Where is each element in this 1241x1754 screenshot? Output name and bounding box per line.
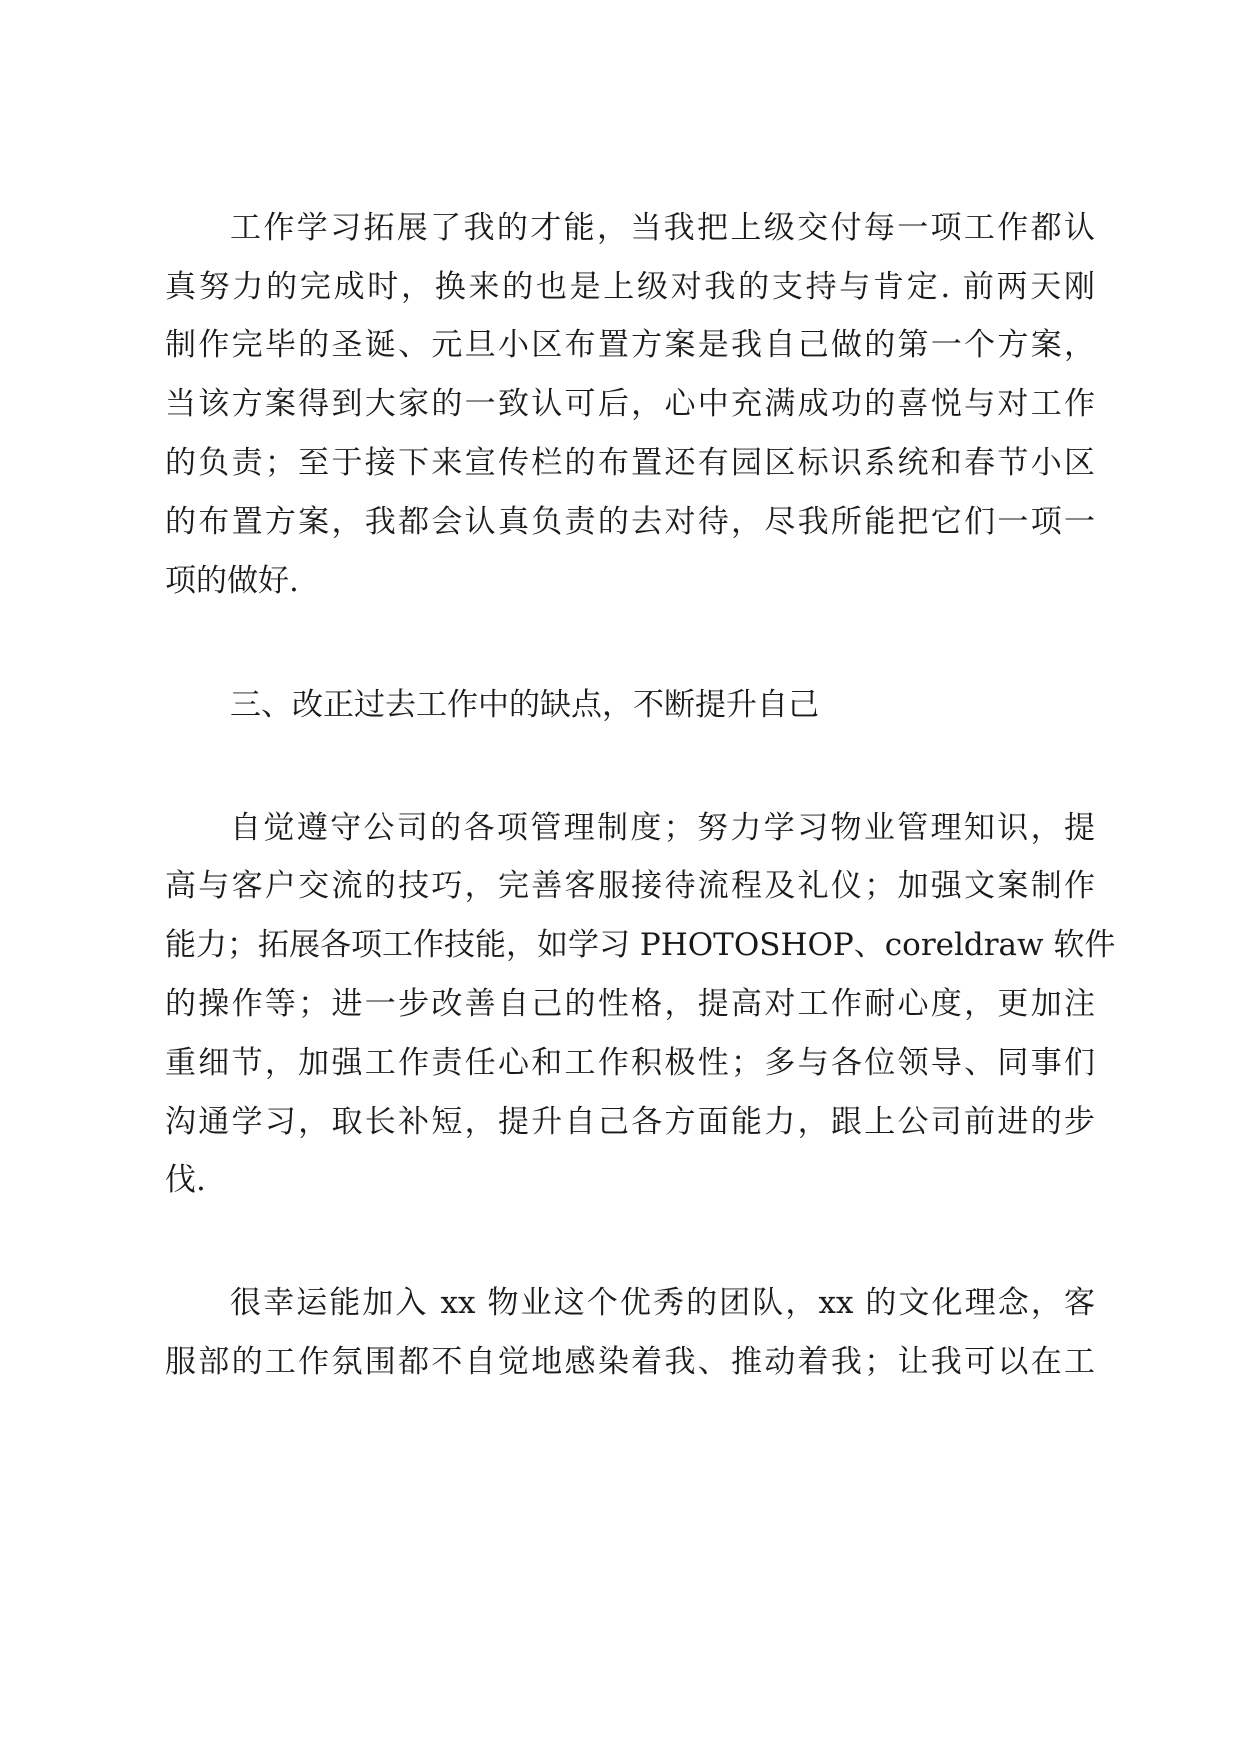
paragraph-1-line-5: 的负责；至于接下来宣传栏的布置还有园区标识系统和春节小区 [165, 445, 1095, 481]
paragraph-3-line-1: 自觉遵守公司的各项管理制度；努力学习物业管理知识，提 [230, 810, 1095, 846]
paragraph-1-line-4: 当该方案得到大家的一致认可后，心中充满成功的喜悦与对工作 [165, 386, 1095, 422]
paragraph-1-line-3: 制作完毕的圣诞、元旦小区布置方案是我自己做的第一个方案， [165, 327, 1095, 363]
section-heading: 三、改正过去工作中的缺点，不断提升自己 [230, 687, 819, 723]
paragraph-1-line-6: 的布置方案，我都会认真负责的去对待，尽我所能把它们一项一 [165, 504, 1095, 540]
paragraph-4-line-2: 服部的工作氛围都不自觉地感染着我、推动着我；让我可以在工 [165, 1344, 1095, 1380]
paragraph-1-line-7: 项的做好. [165, 563, 299, 599]
paragraph-3-line-3: 能力；拓展各项工作技能，如学习 PHOTOSHOP、coreldraw 软件 [165, 927, 1116, 963]
paragraph-3-line-6: 沟通学习，取长补短，提升自己各方面能力，跟上公司前进的步 [165, 1104, 1095, 1140]
paragraph-1-line-2: 真努力的完成时，换来的也是上级对我的支持与肯定. 前两天刚 [165, 269, 1095, 305]
paragraph-3-line-7: 伐. [165, 1162, 206, 1198]
paragraph-4-line-1: 很幸运能加入 xx 物业这个优秀的团队，xx 的文化理念，客 [230, 1285, 1095, 1321]
paragraph-3-line-5: 重细节，加强工作责任心和工作积极性；多与各位领导、同事们 [165, 1045, 1095, 1081]
paragraph-3-line-4: 的操作等；进一步改善自己的性格，提高对工作耐心度，更加注 [165, 986, 1095, 1022]
paragraph-3-line-2: 高与客户交流的技巧，完善客服接待流程及礼仪；加强文案制作 [165, 868, 1095, 904]
paragraph-1-line-1: 工作学习拓展了我的才能，当我把上级交付每一项工作都认 [230, 210, 1095, 246]
